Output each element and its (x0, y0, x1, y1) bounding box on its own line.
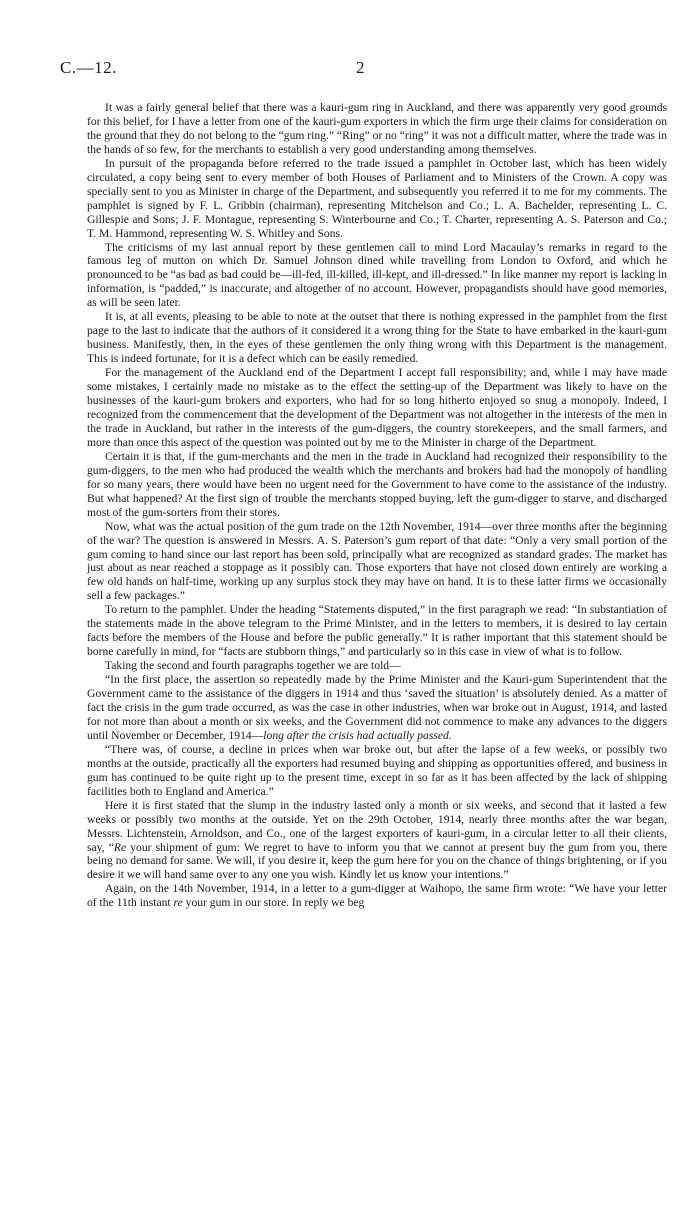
paragraph-text: Again, on the 14th November, 1914, in a letter to a gum-digger at Waihopo, the same firm wrote: “We have your letter of the 11th instant (87, 882, 667, 910)
paragraph (87, 882, 667, 910)
paragraph: For the management of the Auckland end of the Department I accept full responsibility; and, while I may have made some mistakes, I certainly made no mistake as to the effect the setting-up of the Department was likely to have on the businesses of the kauri-gum brokers and exporters, who had for so long hitherto enjoyed so snug a monopoly. Indeed, I recognized from the commencement that the development of the Department was not altogether in the interests of the men in the trade in Auckland, but rather in the interests of the gum-diggers, the country storekeepers, and the small farmers, and more than once this aspect of the question was pointed out by me to the Minister in charge of the Department. (87, 366, 667, 449)
quote-text: “In the first place, the assertion so repeatedly made by the Prime Minister and the Kauri-gum Superintendent that the Government came to the assistance of the diggers in 1914 and thus ‘saved the situation’ is absolutely denied. As a matter of fact the crisis in the gum trade occurred, as was the case in other industries, when war broke out in August, 1914, and lasted for not more than about a month or six weeks, and the Government did not commence to make any advances to the diggers until November or December, 1914— (87, 673, 667, 742)
quoted-paragraph: “There was, of course, a decline in prices when war broke out, but after the lapse of a few weeks, or possibly two months at the outside, practically all the exporters had resumed buying and shipping as opportunities offered, and business in gum has continued to be quite right up to the present time, except in so far as it has been affected by the lack of shipping facilities both to England and America.” (87, 742, 667, 798)
paragraph: The criticisms of my last annual report by these gentlemen call to mind Lord Macaulay’s remarks in regard to the famous leg of mutton on which Dr. Samuel Johnson dined while travelling from London to Oxford, and which he pronounced to be “as bad as bad could be—ill-fed, ill-killed, ill-kept, and ill-dressed.” In like manner my report is lacking in information, is “padded,” is inaccurate, and altogether of no account. However, propagandists should have good memories, as will be seen later. (87, 240, 667, 310)
page-number: 2 (356, 58, 365, 77)
paragraph: Certain it is that, if the gum-merchants and the men in the trade in Auckland had recognized their responsibility to the gum-diggers, to the men who had produced the wealth which the merchants and brokers had had the monopoly of handling for so many years, there would have been no urgent need for the Government to have come to the assistance of the industry. But what happened? At the first sign of trouble the merchants stopped buying, left the gum-digger to starve, and discharged most of the gum-sorters from their stores. (87, 449, 667, 519)
paragraph: In pursuit of the propaganda before referred to the trade issued a pamphlet in October last, which has been widely circulated, a copy being sent to every member of both Houses of Parliament and to Ministers of the Crown. A copy was specially sent to you as Minister in charge of the Department, and subsequently you referred it to me for my comments. The pamphlet is signed by F. L. Gribbin (chairman), representing Mitchelson and Co.; L. A. Bachelder, representing L. C. Gillespie and Sons; J. F. Montague, representing S. Winterbourne and Co.; T. Charter, representing A. S. Paterson and Co.; T. M. Hammond, representing W. S. Whitley and Sons. (87, 156, 667, 240)
paragraph: Taking the second and fourth paragraphs together we are told— (105, 659, 401, 673)
body-text (87, 101, 667, 910)
paragraph: It is, at all events, pleasing to be able to note at the outset that there is nothing expressed in the pamphlet from the first page to the last to indicate that the authors of it considered it a wrong thing for the State to have embarked in the kauri-gum business. Manifestly, then, in the eyes of these gentlemen the only thing wrong with this Department is the management. This is indeed fortunate, for it is a defect which can be easily remedied. (87, 310, 667, 366)
quoted-paragraph (87, 673, 667, 743)
paragraph (87, 799, 667, 883)
paragraph: It was a fairly general belief that there was a kauri-gum ring in Auckland, and there was apparently very good grounds for this belief, for I have a letter from one of the kauri-gum exporters in which the firm urge their claims for consideration on the ground that they do not belong to the “gum ring.” “Ring” or no “ring” it was not a difficult matter, where the trade was in the hands of so few, for the merchants to establish a very good understanding among themselves. (87, 101, 667, 156)
paragraph-text: your shipment of gum: We regret to have to inform you that we cannot at present buy the gum from you, there being no demand for same. We will, if you desire it, keep the gum here for you on the chance of things brightening, or if you desire it we will hand same over to any one you wish. Kindly let us know your intentions.” (87, 840, 667, 882)
paragraph: Now, what was the actual position of the gum trade on the 12th November, 1914—over three months after the beginning of the war? The question is answered in Messrs. A. S. Paterson’s gum report of that date: “Only a very small portion of the gum coming to hand since our last report has been sold, principally what are recognized as standard grades. The market has just about as near reached a stoppage as it possibly can. Those exporters that have not closed down entirely are working a few old hands on half-time, working up any surplus stock they may have on hand. It is to these latter firms we occasionally sell a few packages.” (87, 519, 667, 603)
quote-emphasis: long after the crisis had actually passed. (263, 728, 452, 742)
italic-re: Re (113, 840, 127, 854)
document-reference: C.—12. (60, 58, 117, 77)
italic-re: re (173, 896, 183, 910)
page-header (60, 58, 660, 82)
paragraph-text: your gum in our store. In reply we beg (182, 896, 365, 910)
paragraph-text: Here it is first stated that the slump in the industry lasted only a month or six weeks, and second that it lasted a few weeks or possibly two months at the outside. Yet on the 29th October, 1914, nearly three months after the war began, Messrs. Lichtenstein, Arnoldson, and Co., one of the largest exporters of kauri-gum, in a circular letter to all their clients, say, “ (87, 798, 667, 854)
paragraph: To return to the pamphlet. Under the heading “Statements disputed,” in the first paragraph we read: “In substantiation of the statements made in the above telegram to the Prime Minister, and in the letters to members, it is desired to lay certain facts before the members of the House and before the public generally.” It is rather important that this statement should be borne carefully in mind, for “facts are stubborn things,” and particularly so in this case in view of what is to follow. (87, 603, 667, 659)
